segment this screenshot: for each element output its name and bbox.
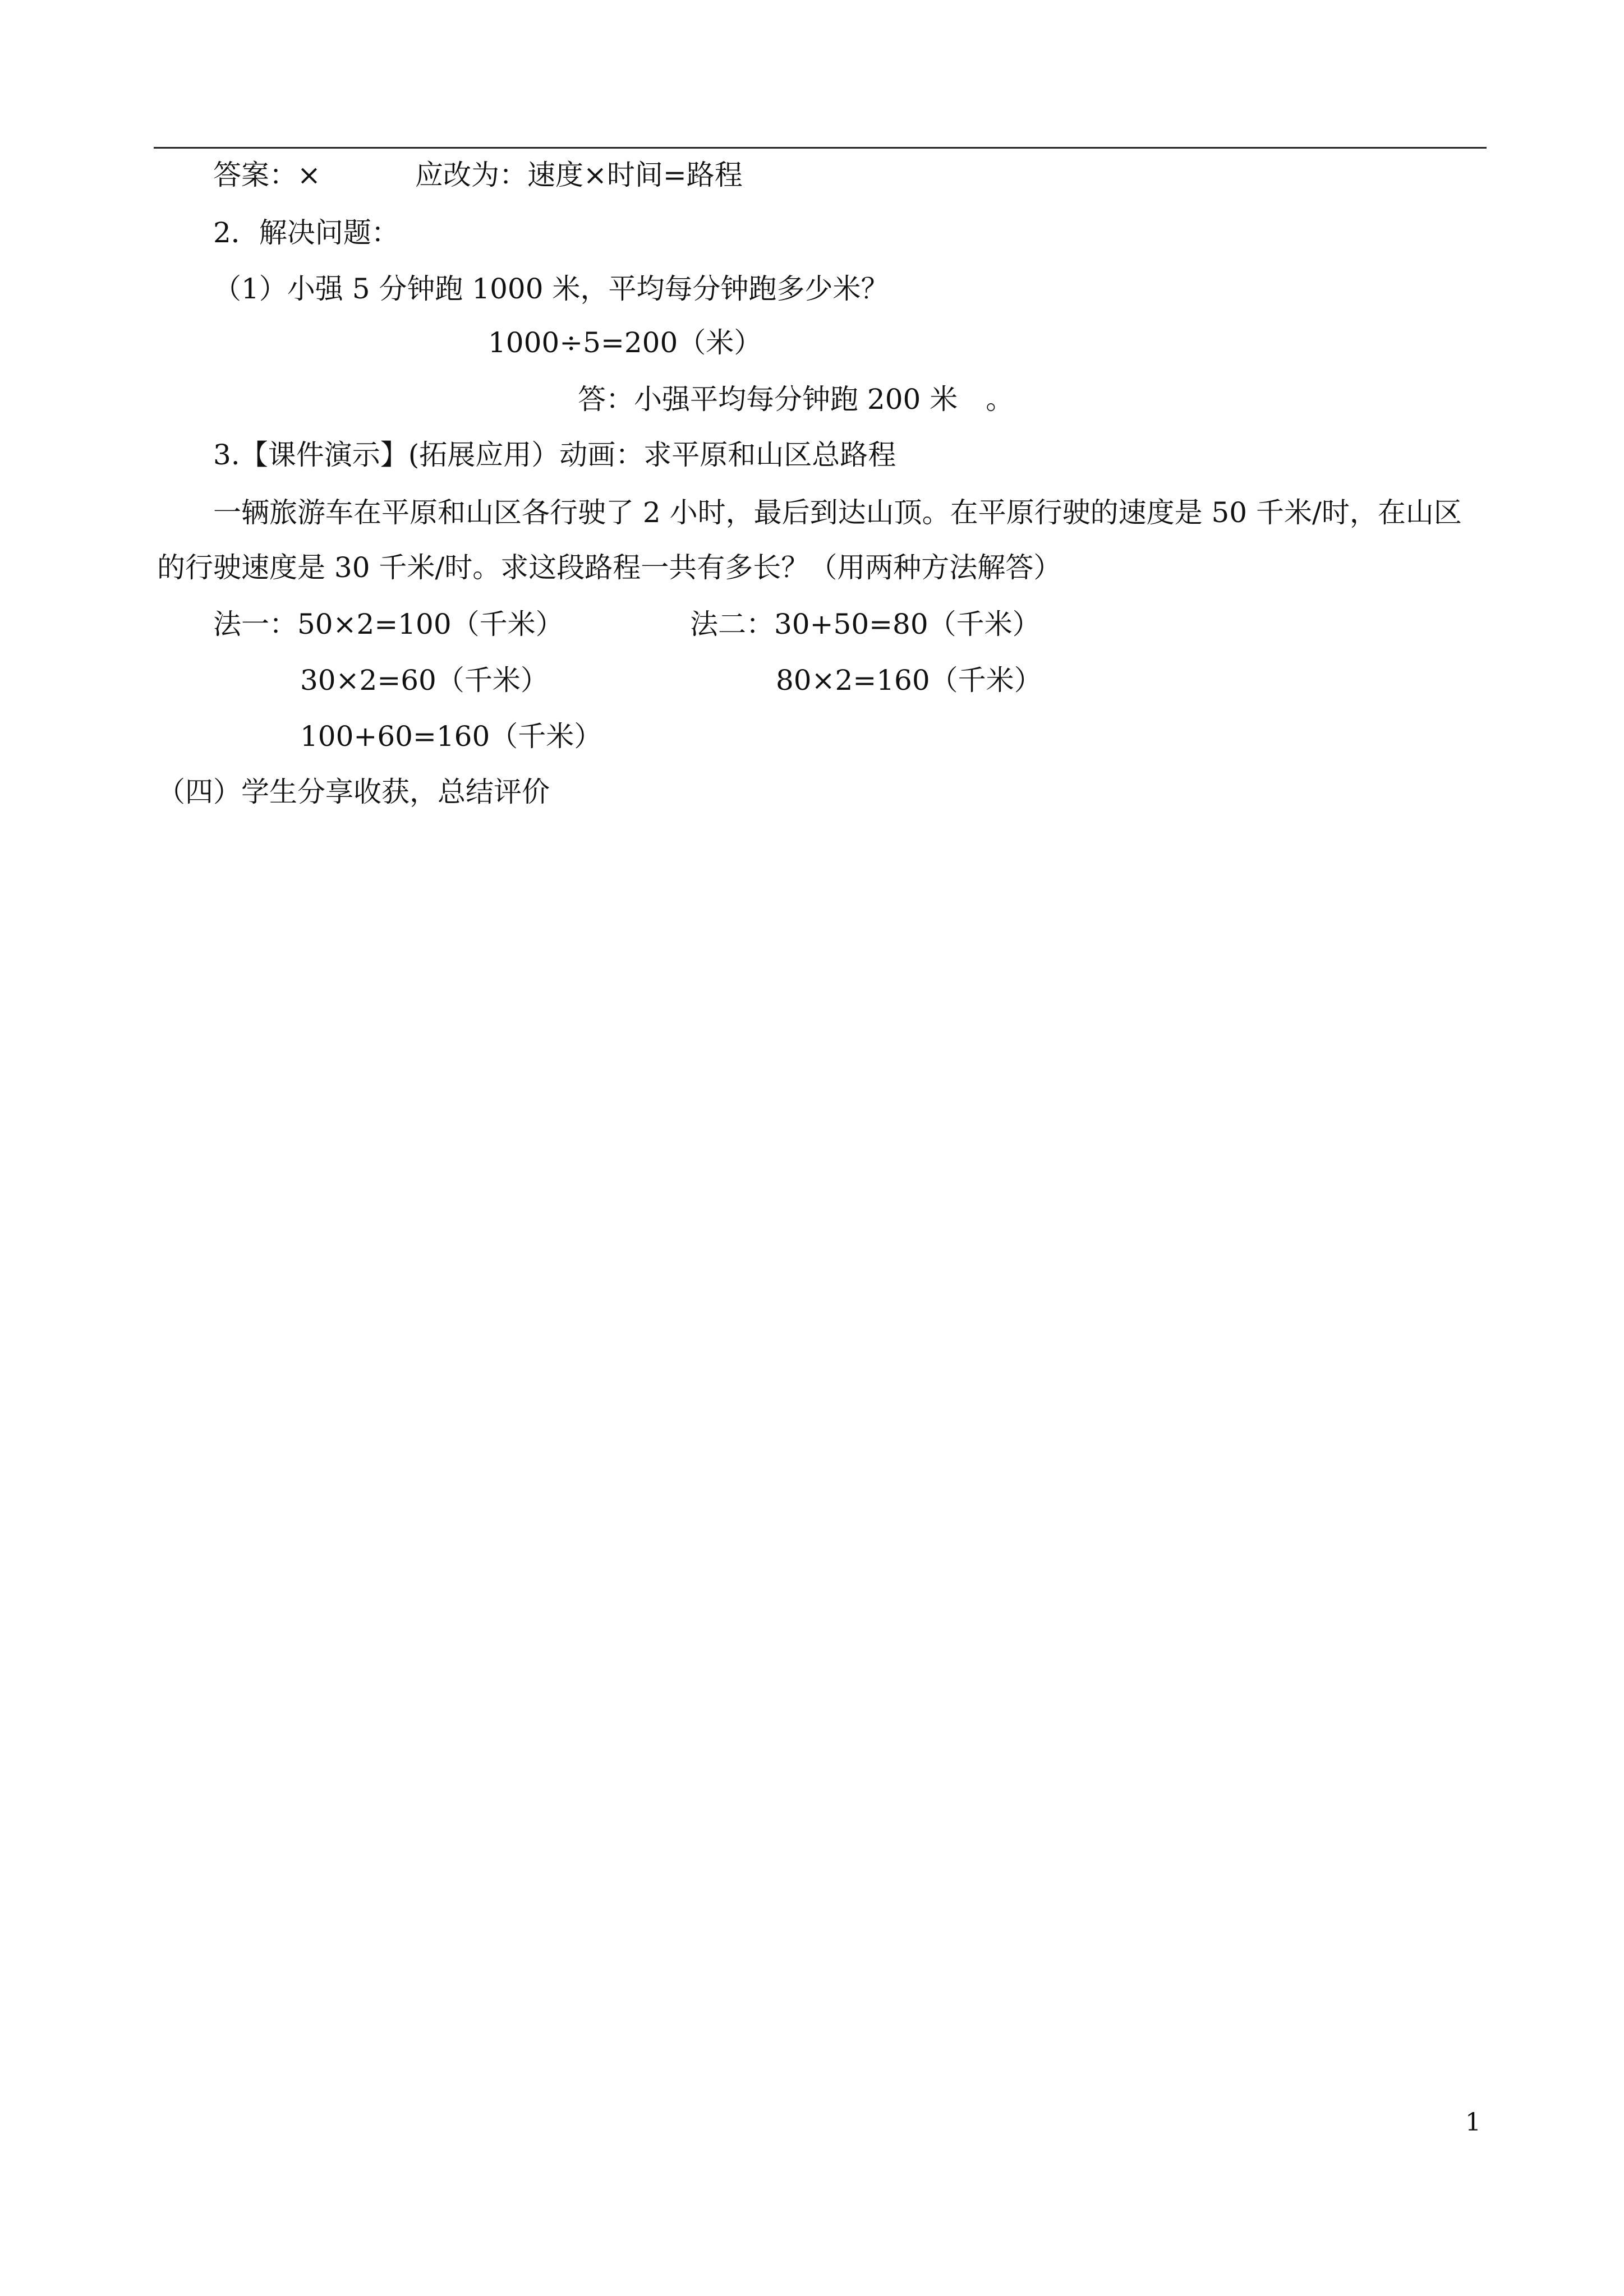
- method1-step2: 30×2=60（千米）: [300, 664, 549, 697]
- problem1-question: （1）小强 5 分钟跑 1000 米，平均每分钟跑多少米？: [213, 273, 889, 305]
- problem2-text-line2: 的行驶速度是 30 千米/时。求这段路程一共有多长？（用两种方法解答）: [157, 551, 1062, 584]
- problem1-calculation: 1000÷5=200（米）: [488, 326, 762, 359]
- section2-heading: 2．解决问题：: [213, 216, 399, 249]
- page-number: 1: [1465, 2108, 1481, 2137]
- method1-step1: 法一：50×2=100（千米）: [213, 608, 564, 640]
- method1-step3: 100+60=160（千米）: [300, 720, 602, 753]
- problem1-answer: 答：小强平均每分钟跑 200 米 。: [578, 383, 1014, 416]
- section3-heading: 3.【课件演示】(拓展应用）动画：求平原和山区总路程: [213, 439, 896, 471]
- answer-correction: 应改为：速度×时间=路程: [415, 159, 743, 191]
- section4-heading: （四）学生分享收获，总结评价: [157, 776, 550, 808]
- method2-step1: 法二：30+50=80（千米）: [690, 608, 1041, 640]
- method2-step2: 80×2=160（千米）: [776, 664, 1042, 697]
- problem2-text-line1: 一辆旅游车在平原和山区各行驶了 2 小时，最后到达山顶。在平原行驶的速度是 50 千米/时，在山区: [213, 496, 1462, 529]
- header-rule: [154, 147, 1487, 149]
- answer-label: 答案：×: [213, 159, 321, 191]
